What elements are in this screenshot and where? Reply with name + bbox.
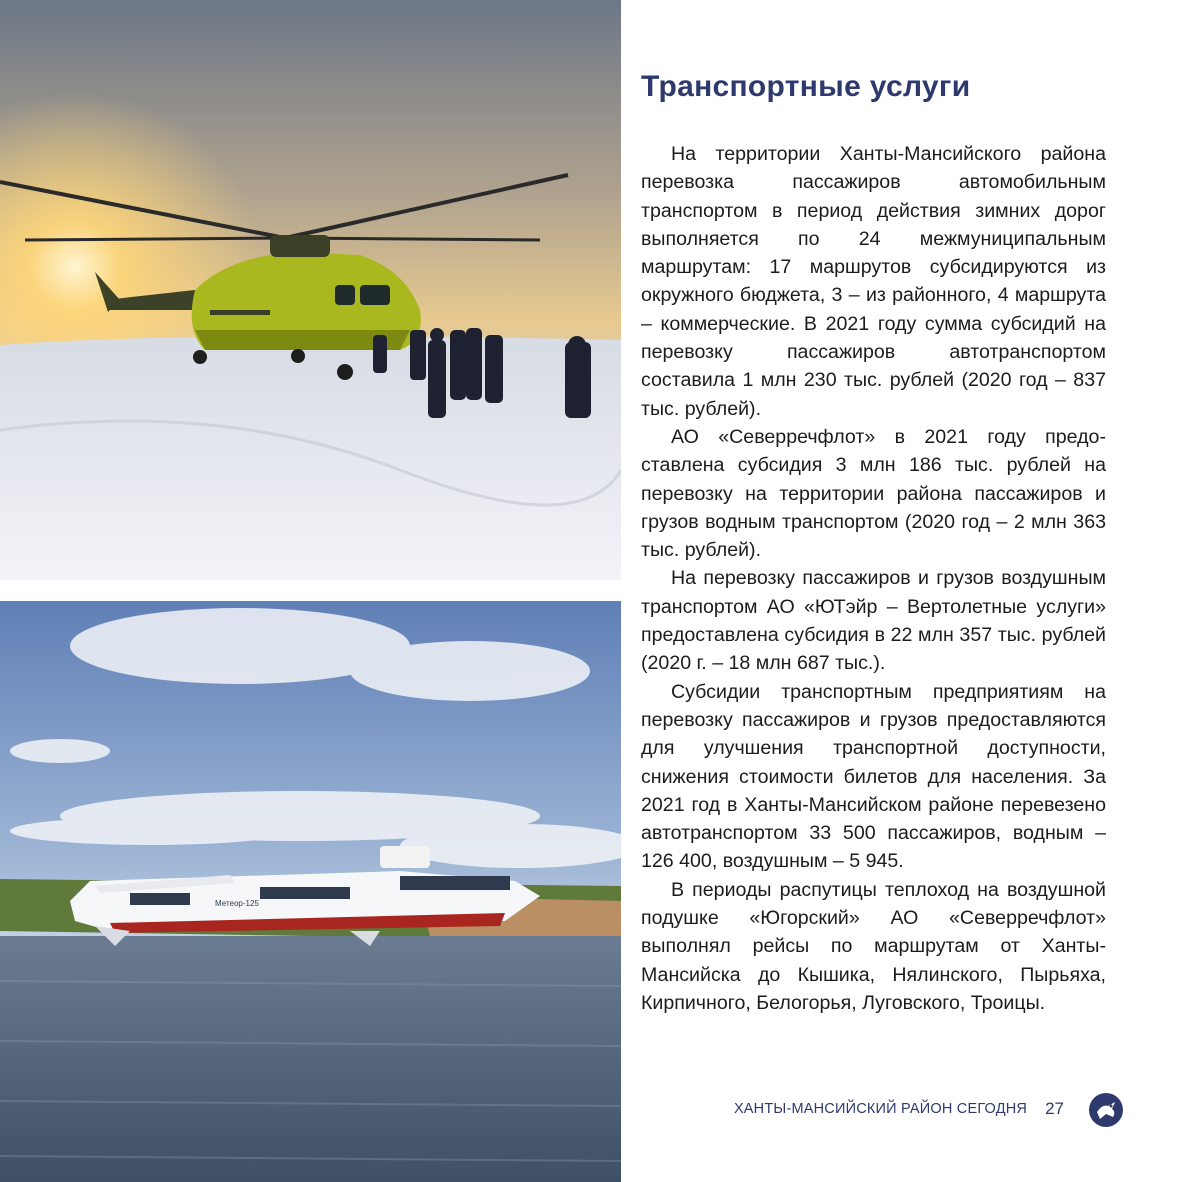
hydrofoil-photo — [0, 601, 621, 1182]
district-emblem-icon — [1088, 1092, 1124, 1128]
page-footer — [734, 1099, 1064, 1119]
article-body — [641, 140, 1106, 1017]
running-title: ХАНТЫ-МАНСИЙСКИЙ РАЙОН СЕГОДНЯ — [733, 1101, 1028, 1117]
paragraph: В периоды распутицы теплоход на воздушной подушке «Югорский» АО «Северречфлот» выполнял рейсы по маршрутам от Ханты-Мансийска до Кышика, Нялинского, Пырьяха, Кирпичного, Белогорья, Луговского, Троицы. — [641, 878, 1106, 1014]
hull-label: Метеор-125 — [215, 899, 259, 908]
page-number: 27 — [1045, 1099, 1064, 1118]
paragraph: АО «Северречфлот» в 2021 году предоставлена субсидия 3 млн 186 тыс. рублей на перевозку на территории района пассажиров и грузов водным транспортом (2020 год – 2 млн 363 тыс. рублей). — [641, 425, 1106, 562]
page-title: Транспортные услуги — [641, 70, 971, 103]
paragraph: На перевозку пассажиров и грузов воздушным транспортом АО «ЮТэйр – Вертолетные услуги» предоставлена субсидия в 22 млн 357 тыс. рублей (2020 г. – 18 млн 687 тыс.). — [641, 567, 1106, 675]
helicopter-photo — [0, 0, 621, 580]
paragraph: Субсидии транспортным предприятиям на перевозку пассажиров и грузов предоставляются для улучшения транспортной доступности, снижения стоимости билетов для населения. За 2021 год в Ханты-Мансийском районе перевезено автотранспортом 33 500 пассажиров, водным – 126 400, воздушным – 5 945. — [641, 680, 1106, 873]
paragraph: На территории Ханты-Мансийского района перевозка пассажиров автомобильным транспортом в период действия зимних дорог выполняется по 24 межмуниципальным маршрутам: 17 маршрутов субсидируются из окружного бюджета, 3 – из районного, 4 маршрута – коммерческие. В 2021 году сумма субсидий на перевозку пассажиров автотранспортом составила 1 млн 230 тыс. рублей (2020 год – 837 тыс. рублей). — [641, 143, 1106, 420]
